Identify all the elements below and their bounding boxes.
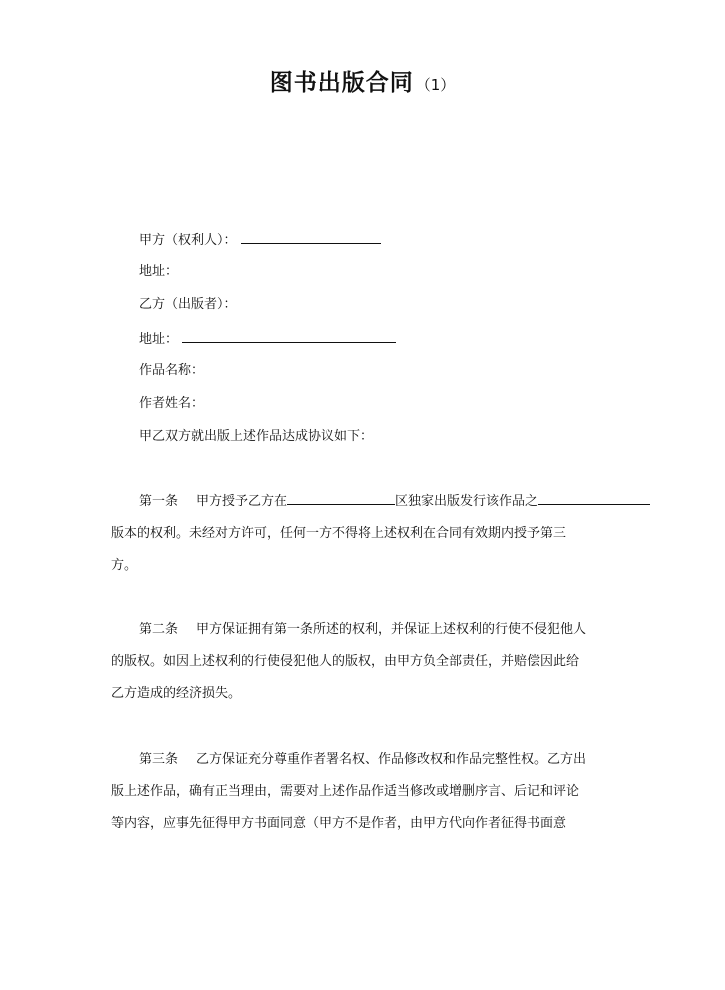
article-label: 第三条: [139, 752, 179, 767]
article-2-line-1: 第二条 甲方保证拥有第一条所述的权利，并保证上述权利的行使不侵犯他人: [139, 622, 587, 637]
address-b-blank[interactable]: [182, 329, 396, 343]
document-title: [0, 64, 725, 97]
article-1-line-3: 方。: [111, 558, 138, 573]
language-blank[interactable]: [538, 491, 650, 505]
field-label: 作品名称：: [139, 363, 205, 378]
article-3: [111, 744, 687, 840]
article-1-line-2: 版本的权利。未经对方许可，任何一方不得将上述权利在合同有效期内授予第三: [111, 526, 567, 541]
article-2-line-2: 的版权。如因上述权利的行使侵犯他人的版权，由甲方负全部责任，并赔偿因此给: [111, 654, 580, 669]
title-number: （1）: [415, 76, 456, 94]
article-2: [111, 614, 687, 710]
title-main: 图书出版合同: [269, 70, 414, 96]
field-label: 乙方（出版者）：: [139, 297, 237, 312]
field-party-b: [139, 296, 237, 314]
article-3-line-2: 版上述作品，确有正当理由，需要对上述作品作适当修改或增删序言、后记和评论: [111, 784, 580, 799]
agreement-intro: [139, 428, 373, 446]
article-3-line-1: 第三条 乙方保证充分尊重作者署名权、作品修改权和作品完整性权。乙方出: [139, 752, 587, 767]
field-address-b: [139, 329, 396, 349]
article-2-line-3: 乙方造成的经济损失。: [111, 686, 242, 701]
field-label: 地址：: [139, 332, 179, 347]
field-label: 作者姓名：: [139, 396, 205, 411]
field-work-name: [139, 362, 204, 380]
article-1: [111, 486, 687, 582]
field-party-a: [139, 230, 381, 250]
article-label: 第一条: [139, 494, 179, 509]
intro-text: 甲乙双方就出版上述作品达成协议如下：: [139, 429, 374, 444]
field-label: 甲方（权利人）：: [139, 233, 237, 248]
field-label: 地址：: [139, 264, 179, 279]
party-a-blank[interactable]: [241, 230, 381, 244]
field-author-name: [139, 395, 204, 413]
article-3-line-3: 等内容，应事先征得甲方书面同意（甲方不是作者，由甲方代向作者征得书面意: [111, 816, 567, 831]
article-label: 第二条: [139, 622, 179, 637]
article-1-line-1: 第一条 甲方授予乙方在 区独家出版发行该作品之: [111, 486, 687, 518]
region-blank[interactable]: [287, 491, 395, 505]
field-address-a: [139, 263, 178, 281]
